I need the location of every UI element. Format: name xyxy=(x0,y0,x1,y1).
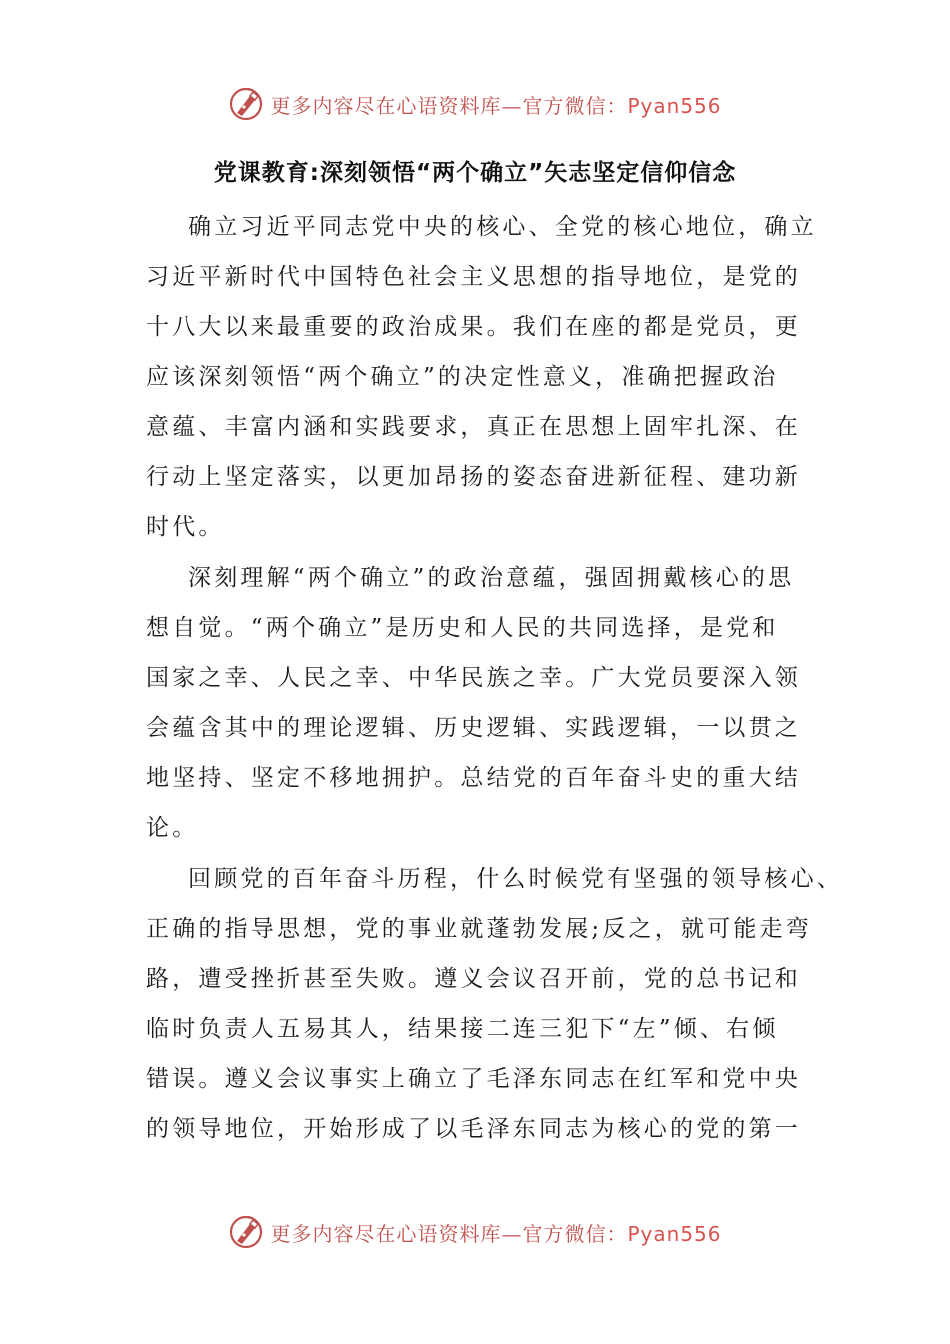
text-line: 习近平新时代中国特色社会主义思想的指导地位，是党的 xyxy=(146,264,801,290)
text-line: 路，遭受挫折甚至失败。遵义会议召开前，党的总书记和 xyxy=(146,966,801,992)
watermark-text xyxy=(270,1218,721,1247)
text-line: 论。 xyxy=(146,815,199,841)
document-title: 党课教育:深刻领悟“两个确立”矢志坚定信仰信念 xyxy=(213,160,737,186)
paragraph-1 xyxy=(146,202,816,552)
watermark-label: 更多内容尽在心语资料库—官方微信： xyxy=(270,93,628,118)
watermark-account: Pyan556 xyxy=(627,1221,722,1246)
text-line: 错误。遵义会议事实上确立了毛泽东同志在红军和党中央 xyxy=(146,1066,801,1092)
text-line: 时代。 xyxy=(146,514,225,540)
text-line: 回顾党的百年奋斗历程，什么时候党有坚强的领导核心、 xyxy=(188,866,843,892)
text-line: 地坚持、坚定不移地拥护。总结党的百年奋斗史的重大结 xyxy=(146,765,801,791)
text-line: 意蕴、丰富内涵和实践要求，真正在思想上固牢扎深、在 xyxy=(146,414,801,440)
paragraph-3 xyxy=(146,854,843,1154)
text-line: 会蕴含其中的理论逻辑、历史逻辑、实践逻辑，一以贯之 xyxy=(146,715,801,741)
text-line: 确立习近平同志党中央的核心、全党的核心地位，确立 xyxy=(188,214,817,240)
watermark-text xyxy=(270,90,721,119)
watermark-banner-top xyxy=(0,84,950,124)
pen-nib-circle-icon xyxy=(228,86,264,122)
text-line: 应该深刻领悟“两个确立”的决定性意义，准确把握政治 xyxy=(146,364,779,390)
watermark-label: 更多内容尽在心语资料库—官方微信： xyxy=(270,1221,628,1246)
text-line: 想自觉。“两个确立”是历史和人民的共同选择，是党和 xyxy=(146,615,779,641)
text-line: 临时负责人五易其人，结果接二连三犯下“左”倾、右倾 xyxy=(146,1016,779,1042)
paragraph-2 xyxy=(146,553,816,853)
text-line: 的领导地位，开始形成了以毛泽东同志为核心的党的第一 xyxy=(146,1116,801,1142)
pen-nib-circle-icon xyxy=(228,1214,264,1250)
watermark-banner-bottom xyxy=(0,1212,950,1252)
text-line: 正确的指导思想，党的事业就蓬勃发展;反之，就可能走弯 xyxy=(146,916,812,942)
text-line: 行动上坚定落实，以更加昂扬的姿态奋进新征程、建功新 xyxy=(146,464,801,490)
text-line: 国家之幸、人民之幸、中华民族之幸。广大党员要深入领 xyxy=(146,665,801,691)
text-line: 深刻理解“两个确立”的政治意蕴，强固拥戴核心的思 xyxy=(188,565,795,591)
watermark-account: Pyan556 xyxy=(627,93,722,118)
text-line: 十八大以来最重要的政治成果。我们在座的都是党员，更 xyxy=(146,314,801,340)
